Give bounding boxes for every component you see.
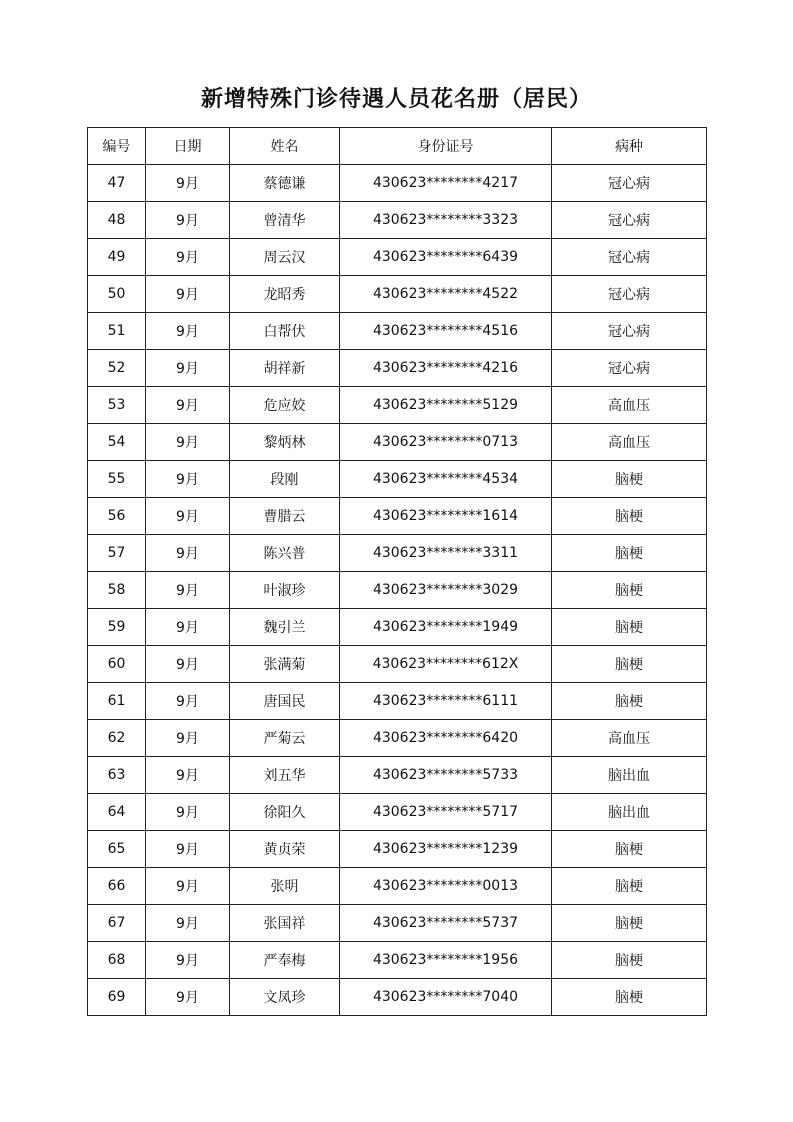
cell-number: 54 [88, 424, 146, 461]
page-title: 新增特殊门诊待遇人员花名册（居民） [200, 86, 592, 112]
cell-date: 9月 [146, 720, 230, 757]
cell-number: 55 [88, 461, 146, 498]
cell-date: 9月 [146, 794, 230, 831]
cell-number: 58 [88, 572, 146, 609]
cell-date: 9月 [146, 757, 230, 794]
cell-id-number: 430623********1239 [340, 831, 552, 868]
cell-number: 67 [88, 905, 146, 942]
cell-id-number: 430623********4522 [340, 276, 552, 313]
cell-disease: 冠心病 [552, 202, 707, 239]
cell-name: 严奉梅 [230, 942, 340, 979]
cell-name: 张国祥 [230, 905, 340, 942]
cell-date: 9月 [146, 461, 230, 498]
table-row [88, 905, 707, 942]
cell-number: 68 [88, 942, 146, 979]
table-row [88, 424, 707, 461]
cell-number: 48 [88, 202, 146, 239]
cell-date: 9月 [146, 979, 230, 1016]
cell-disease: 脑梗 [552, 461, 707, 498]
cell-disease: 脑梗 [552, 979, 707, 1016]
cell-date: 9月 [146, 387, 230, 424]
cell-disease: 脑梗 [552, 683, 707, 720]
cell-number: 63 [88, 757, 146, 794]
cell-date: 9月 [146, 239, 230, 276]
cell-id-number: 430623********0013 [340, 868, 552, 905]
table-row [88, 720, 707, 757]
cell-disease: 脑梗 [552, 831, 707, 868]
cell-date: 9月 [146, 350, 230, 387]
cell-id-number: 430623********4216 [340, 350, 552, 387]
cell-id-number: 430623********6439 [340, 239, 552, 276]
table-row [88, 239, 707, 276]
cell-id-number: 430623********5733 [340, 757, 552, 794]
cell-date: 9月 [146, 202, 230, 239]
cell-date: 9月 [146, 905, 230, 942]
cell-name: 魏引兰 [230, 609, 340, 646]
cell-disease: 脑梗 [552, 535, 707, 572]
cell-date: 9月 [146, 313, 230, 350]
cell-name: 危应姣 [230, 387, 340, 424]
cell-id-number: 430623********1956 [340, 942, 552, 979]
cell-number: 66 [88, 868, 146, 905]
cell-number: 64 [88, 794, 146, 831]
cell-number: 50 [88, 276, 146, 313]
cell-number: 56 [88, 498, 146, 535]
table-row [88, 609, 707, 646]
cell-id-number: 430623********1949 [340, 609, 552, 646]
cell-disease: 冠心病 [552, 239, 707, 276]
cell-number: 60 [88, 646, 146, 683]
cell-id-number: 430623********6420 [340, 720, 552, 757]
cell-id-number: 430623********3029 [340, 572, 552, 609]
cell-id-number: 430623********612X [340, 646, 552, 683]
table-row [88, 387, 707, 424]
cell-id-number: 430623********4534 [340, 461, 552, 498]
cell-id-number: 430623********1614 [340, 498, 552, 535]
header-date: 日期 [146, 128, 230, 165]
cell-date: 9月 [146, 165, 230, 202]
cell-name: 曹腊云 [230, 498, 340, 535]
header-name: 姓名 [230, 128, 340, 165]
table-row [88, 794, 707, 831]
cell-disease: 高血压 [552, 424, 707, 461]
cell-disease: 脑出血 [552, 794, 707, 831]
cell-name: 徐阳久 [230, 794, 340, 831]
cell-date: 9月 [146, 276, 230, 313]
cell-name: 叶淑珍 [230, 572, 340, 609]
cell-name: 周云汉 [230, 239, 340, 276]
table-row [88, 313, 707, 350]
table-row [88, 202, 707, 239]
cell-disease: 高血压 [552, 387, 707, 424]
cell-number: 49 [88, 239, 146, 276]
cell-number: 52 [88, 350, 146, 387]
cell-disease: 脑梗 [552, 609, 707, 646]
cell-date: 9月 [146, 646, 230, 683]
cell-id-number: 430623********5737 [340, 905, 552, 942]
table-row [88, 498, 707, 535]
cell-name: 严菊云 [230, 720, 340, 757]
cell-name: 黄贞荣 [230, 831, 340, 868]
cell-date: 9月 [146, 535, 230, 572]
cell-name: 曾清华 [230, 202, 340, 239]
cell-name: 龙昭秀 [230, 276, 340, 313]
table-row [88, 757, 707, 794]
cell-disease: 脑出血 [552, 757, 707, 794]
table-row [88, 165, 707, 202]
table-header-row [88, 128, 707, 165]
cell-date: 9月 [146, 683, 230, 720]
cell-disease: 高血压 [552, 720, 707, 757]
table-row [88, 572, 707, 609]
cell-id-number: 430623********5129 [340, 387, 552, 424]
cell-date: 9月 [146, 498, 230, 535]
cell-id-number: 430623********5717 [340, 794, 552, 831]
cell-number: 59 [88, 609, 146, 646]
table-row [88, 683, 707, 720]
cell-name: 胡祥新 [230, 350, 340, 387]
cell-name: 黎炳林 [230, 424, 340, 461]
cell-date: 9月 [146, 868, 230, 905]
cell-number: 61 [88, 683, 146, 720]
cell-date: 9月 [146, 609, 230, 646]
cell-disease: 冠心病 [552, 313, 707, 350]
cell-date: 9月 [146, 424, 230, 461]
table-row [88, 461, 707, 498]
cell-name: 张明 [230, 868, 340, 905]
cell-disease: 脑梗 [552, 942, 707, 979]
cell-disease: 冠心病 [552, 276, 707, 313]
cell-date: 9月 [146, 572, 230, 609]
cell-date: 9月 [146, 831, 230, 868]
roster-table [87, 127, 707, 1016]
cell-disease: 冠心病 [552, 165, 707, 202]
cell-number: 62 [88, 720, 146, 757]
cell-disease: 脑梗 [552, 905, 707, 942]
cell-disease: 脑梗 [552, 868, 707, 905]
table-row [88, 646, 707, 683]
table-row [88, 979, 707, 1016]
cell-id-number: 430623********4217 [340, 165, 552, 202]
cell-date: 9月 [146, 942, 230, 979]
cell-disease: 脑梗 [552, 572, 707, 609]
cell-number: 51 [88, 313, 146, 350]
cell-name: 张满菊 [230, 646, 340, 683]
table-row [88, 535, 707, 572]
cell-id-number: 430623********6111 [340, 683, 552, 720]
cell-number: 69 [88, 979, 146, 1016]
cell-disease: 冠心病 [552, 350, 707, 387]
table-row [88, 350, 707, 387]
cell-id-number: 430623********4516 [340, 313, 552, 350]
cell-name: 段刚 [230, 461, 340, 498]
cell-number: 53 [88, 387, 146, 424]
table-row [88, 868, 707, 905]
cell-disease: 脑梗 [552, 498, 707, 535]
cell-number: 65 [88, 831, 146, 868]
cell-id-number: 430623********3323 [340, 202, 552, 239]
cell-id-number: 430623********7040 [340, 979, 552, 1016]
cell-number: 57 [88, 535, 146, 572]
cell-number: 47 [88, 165, 146, 202]
cell-name: 唐国民 [230, 683, 340, 720]
table-row [88, 276, 707, 313]
cell-id-number: 430623********0713 [340, 424, 552, 461]
header-number: 编号 [88, 128, 146, 165]
cell-name: 刘五华 [230, 757, 340, 794]
cell-name: 陈兴普 [230, 535, 340, 572]
table-body [88, 165, 707, 1016]
cell-name: 蔡德谦 [230, 165, 340, 202]
header-disease: 病种 [552, 128, 707, 165]
header-id-number: 身份证号 [340, 128, 552, 165]
table-row [88, 831, 707, 868]
cell-name: 文凤珍 [230, 979, 340, 1016]
cell-disease: 脑梗 [552, 646, 707, 683]
cell-name: 白帮伏 [230, 313, 340, 350]
cell-id-number: 430623********3311 [340, 535, 552, 572]
table-row [88, 942, 707, 979]
